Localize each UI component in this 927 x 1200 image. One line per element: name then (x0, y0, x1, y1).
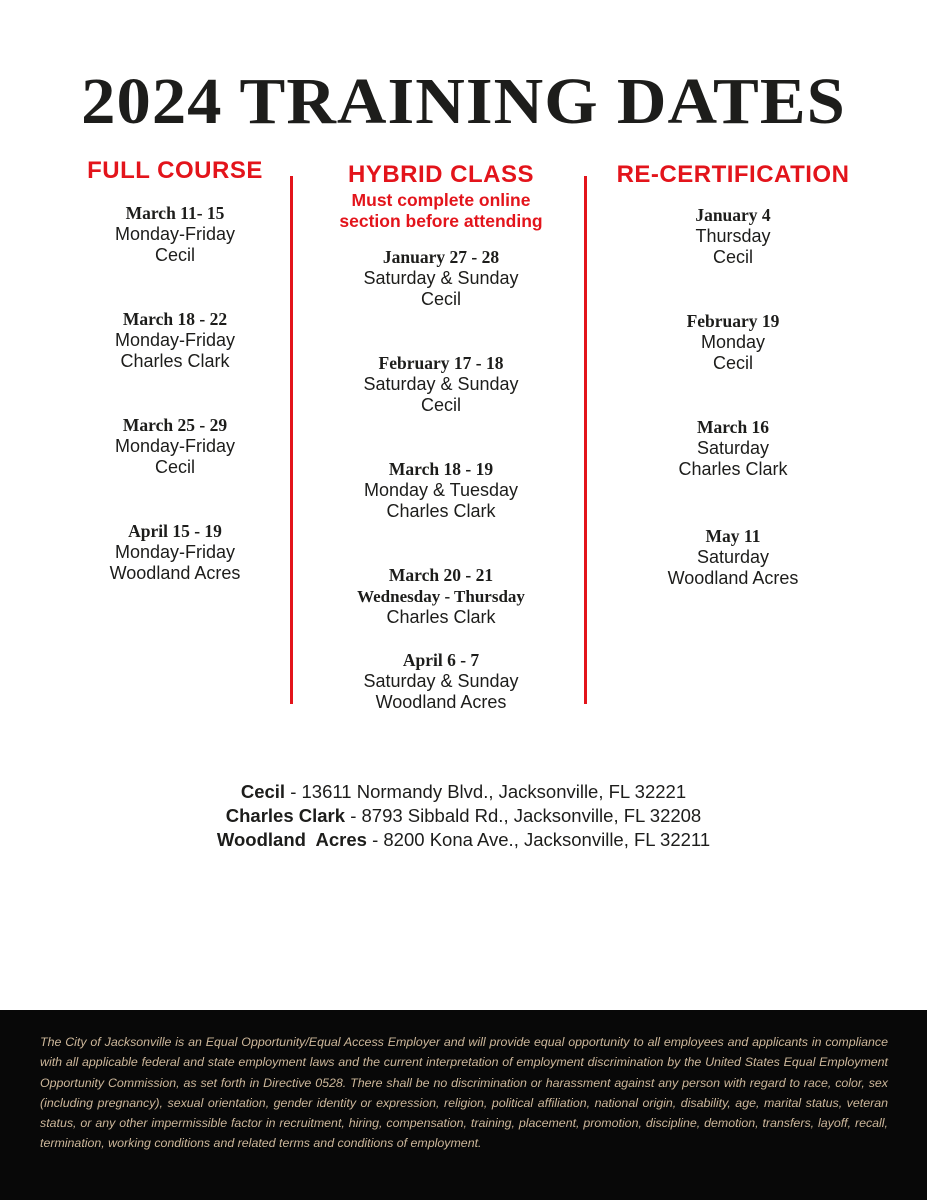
address-line (0, 828, 927, 852)
hybrid-class-session (300, 649, 582, 713)
session-date: March 25 - 29 (122, 415, 228, 435)
address-text: - 8793 Sibbald Rd., Jacksonville, FL 32208 (345, 805, 702, 826)
session-days: Monday-Friday (114, 436, 236, 456)
session-date: May 11 (705, 526, 761, 546)
session-location: Cecil (712, 353, 753, 373)
session-days: Monday (700, 332, 766, 352)
session-date: January 4 (695, 205, 771, 225)
session-date: March 18 - 22 (122, 309, 228, 329)
re-certification-column (592, 160, 874, 588)
session-days: Saturday & Sunday (363, 671, 519, 691)
hybrid-class-note-line1: Must complete online (351, 190, 531, 210)
session-days: Saturday & Sunday (363, 374, 519, 394)
session-days: Saturday & Sunday (363, 268, 519, 288)
address-name: Woodland Acres (216, 829, 367, 850)
session-days: Monday & Tuesday (363, 480, 519, 500)
hybrid-class-note-line2: section before attending (339, 211, 543, 231)
re-certification-session (592, 310, 874, 374)
hybrid-class-session (300, 458, 582, 522)
re-certification-session (592, 416, 874, 480)
session-date: April 15 - 19 (128, 521, 222, 541)
column-divider (584, 176, 587, 704)
address-text: - 8200 Kona Ave., Jacksonville, FL 32211 (366, 829, 711, 850)
session-location: Cecil (712, 247, 753, 267)
session-days: Wednesday - Thursday (357, 587, 525, 606)
session-date: March 16 (696, 417, 770, 437)
session-location: Charles Clark (678, 459, 788, 479)
eeo-disclaimer: The City of Jacksonville is an Equal Opportunity/Equal Access Employer and will provide equal opportunity to all employees and applicants in compliance with all applicable federal and state employment laws and the current interpretation of employment discrimination by the United States Equal Employment Opportunity Commission, as set forth in Directive 0528. There shall be no discrimination or harassment against any person with regard to race, color, sex (including pregnancy), sexual orientation, gender identity or expression, religion, political affiliation, national origin, disability, age, marital status, veteran status, or any other impermissible factor in recruitment, hiring, compensation, training, placement, promotion, discipline, demotion, transfers, layoff, recall, termination, working conditions and related terms and conditions of employment. (40, 1035, 888, 1151)
address-name: Cecil (240, 781, 286, 802)
address-line (0, 804, 927, 828)
column-divider (290, 176, 293, 704)
session-location: Charles Clark (386, 607, 496, 627)
re-certification-heading: RE-CERTIFICATION (616, 161, 850, 188)
session-location: Woodland Acres (667, 568, 799, 588)
session-location: Woodland Acres (375, 692, 507, 712)
session-days: Saturday (696, 547, 770, 567)
location-addresses (0, 780, 927, 852)
address-name: Charles Clark (225, 805, 346, 826)
page-title: 2024 TRAINING DATES (81, 65, 846, 138)
full-course-session (62, 308, 288, 372)
full-course-heading: FULL COURSE (87, 157, 263, 184)
hybrid-class-column (300, 160, 582, 712)
hybrid-class-heading: HYBRID CLASS (347, 161, 534, 188)
address-line (0, 780, 927, 804)
footer (0, 1010, 927, 1200)
session-days: Monday-Friday (114, 542, 236, 562)
re-certification-session (592, 204, 874, 268)
address-text: - 13611 Normandy Blvd., Jacksonville, FL 32221 (285, 781, 687, 802)
full-course-session (62, 202, 288, 266)
session-location: Woodland Acres (109, 563, 241, 583)
session-location: Cecil (420, 395, 461, 415)
hybrid-class-session (300, 352, 582, 416)
session-location: Cecil (154, 245, 195, 265)
re-certification-session (592, 525, 874, 589)
full-course-column (62, 156, 288, 583)
session-date: January 27 - 28 (382, 247, 500, 267)
full-course-session (62, 520, 288, 584)
hybrid-class-session (300, 246, 582, 310)
session-date: February 19 (686, 311, 780, 331)
session-days: Thursday (695, 226, 771, 246)
session-location: Charles Clark (120, 351, 230, 371)
hybrid-class-session (300, 564, 582, 628)
session-days: Monday-Friday (114, 330, 236, 350)
session-location: Cecil (154, 457, 195, 477)
session-location: Charles Clark (386, 501, 496, 521)
session-days: Monday-Friday (114, 224, 236, 244)
session-date: February 17 - 18 (378, 353, 504, 373)
session-location: Cecil (420, 289, 461, 309)
session-days: Saturday (696, 438, 770, 458)
session-date: April 6 - 7 (402, 650, 480, 670)
full-course-session (62, 414, 288, 478)
session-date: March 11- 15 (125, 203, 225, 223)
session-date: March 20 - 21 (388, 565, 494, 585)
session-date: March 18 - 19 (388, 459, 494, 479)
